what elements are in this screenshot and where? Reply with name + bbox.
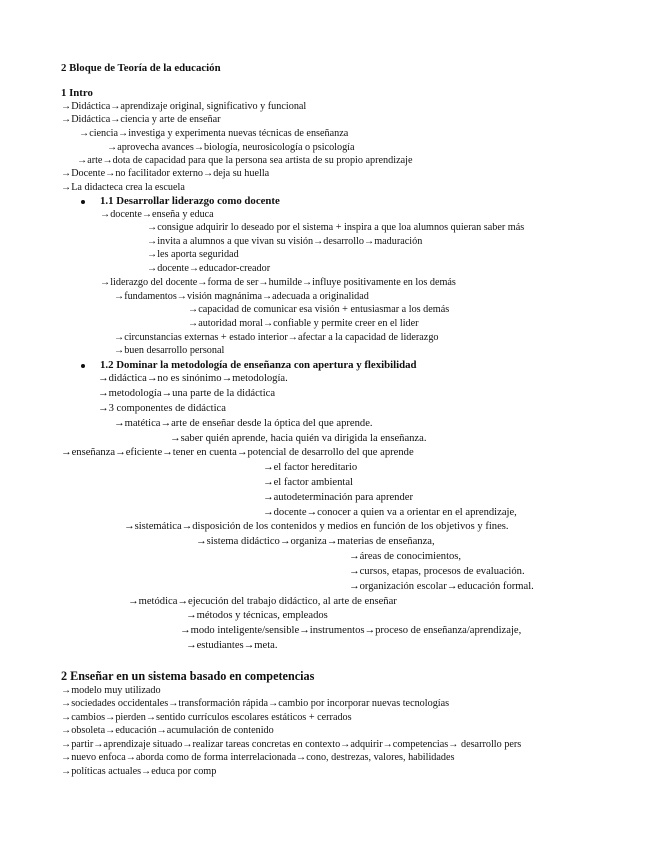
document-title: 2 Bloque de Teoría de la educación bbox=[61, 62, 221, 74]
liderazgo-line: →liderazgo del docente→forma de ser→humilde→influye positivamente en los demás bbox=[100, 277, 456, 288]
metodologia-line: →sistemática→disposición de los contenidos y medios en función de los objetivos y fines. bbox=[124, 521, 509, 532]
section-intro-heading: 1 Intro bbox=[61, 87, 93, 99]
liderazgo-line: →invita a alumnos a que vivan su visión→desarrollo→maduración bbox=[147, 236, 423, 247]
subsection-1-1-heading: 1.1 Desarrollar liderazgo como docente bbox=[100, 195, 280, 207]
subsection-1-2-heading: 1.2 Dominar la metodología de enseñanza con apertura y flexibilidad bbox=[100, 359, 417, 371]
intro-line: →ciencia→investiga y experimenta nuevas técnicas de enseñanza bbox=[79, 128, 349, 139]
competencias-line: →modelo muy utilizado bbox=[61, 685, 161, 696]
metodologia-line: →cursos, etapas, procesos de evaluación. bbox=[349, 566, 525, 577]
competencias-line: →sociedades occidentales→transformación rápida→cambio por incorporar nuevas tecnologías bbox=[61, 698, 450, 709]
liderazgo-line: →capacidad de comunicar esa visión + entusiasmar a los demás bbox=[188, 304, 450, 315]
liderazgo-line: →consigue adquirir lo deseado por el sistema + inspira a que loa alumnos quieran saber más bbox=[147, 222, 525, 233]
metodologia-line: →modo inteligente/sensible→instrumentos→proceso de enseñanza/aprendizaje, bbox=[180, 625, 522, 636]
liderazgo-line: →docente→enseña y educa bbox=[100, 209, 214, 220]
liderazgo-line: →buen desarrollo personal bbox=[114, 345, 225, 356]
metodologia-line: →metódica→ejecución del trabajo didáctico, al arte de enseñar bbox=[128, 596, 397, 607]
liderazgo-line: →les aporta seguridad bbox=[147, 249, 239, 260]
competencias-line: →nuevo enfoca→aborda como de forma interrelacionada→cono, destrezas, valores, habilidades bbox=[61, 752, 455, 763]
metodologia-line: →el factor hereditario bbox=[263, 462, 358, 473]
metodologia-line: →estudiantes→meta. bbox=[186, 640, 278, 651]
bullet-marker bbox=[81, 364, 85, 368]
metodologia-line: →el factor ambiental bbox=[263, 477, 354, 488]
competencias-line: →obsoleta→educación→acumulación de contenido bbox=[61, 725, 274, 736]
intro-line: →arte→dota de capacidad para que la persona sea artista de su propio aprendizaje bbox=[77, 155, 413, 166]
metodologia-line: →3 componentes de didáctica bbox=[98, 403, 226, 414]
metodologia-line: →autodeterminación para aprender bbox=[263, 492, 414, 503]
liderazgo-line: →autoridad moral→confiable y permite creer en el lider bbox=[188, 318, 419, 329]
metodologia-line: →métodos y técnicas, empleados bbox=[186, 610, 328, 621]
liderazgo-line: →fundamentos→visión magnánima→adecuada a originalidad bbox=[114, 291, 369, 302]
liderazgo-line: →circunstancias externas + estado interior→afectar a la capacidad de liderazgo bbox=[114, 332, 439, 343]
metodologia-line: →áreas de conocimientos, bbox=[349, 551, 462, 562]
bullet-marker bbox=[81, 200, 85, 204]
competencias-line: →cambios→pierden→sentido currículos escolares estáticos + cerrados bbox=[61, 712, 352, 723]
competencias-line: →políticas actuales→educa por comp bbox=[61, 766, 217, 777]
section-competencias-heading: 2 Enseñar en un sistema basado en competencias bbox=[61, 669, 315, 683]
metodologia-line: →sistema didáctico→organiza→materias de enseñanza, bbox=[196, 536, 435, 547]
metodologia-line: →matética→arte de enseñar desde la óptica del que aprende. bbox=[114, 418, 373, 429]
intro-line: →Docente→no facilitador externo→deja su huella bbox=[61, 168, 270, 179]
intro-line: →Didáctica→aprendizaje original, significativo y funcional bbox=[61, 101, 307, 112]
metodologia-line: →didáctica→no es sinónimo→metodología. bbox=[98, 373, 288, 384]
metodologia-line: →saber quién aprende, hacia quién va dirigida la enseñanza. bbox=[170, 433, 427, 444]
metodologia-line: →metodología→una parte de la didáctica bbox=[98, 388, 276, 399]
competencias-line: →partir→aprendizaje situado→realizar tareas concretas en contexto→adquirir→competencias→ desarrollo pers bbox=[61, 739, 522, 750]
metodologia-line: →enseñanza→eficiente→tener en cuenta→potencial de desarrollo del que aprende bbox=[61, 447, 414, 458]
intro-line: →aprovecha avances→biología, neurosicología o psicología bbox=[107, 142, 355, 153]
metodologia-line: →docente→conocer a quien va a orientar en el aprendizaje, bbox=[263, 507, 517, 518]
liderazgo-line: →docente→educador-creador bbox=[147, 263, 271, 274]
intro-line: →Didáctica→ciencia y arte de enseñar bbox=[61, 114, 221, 125]
metodologia-line: →organización escolar→educación formal. bbox=[349, 581, 534, 592]
intro-line: →La didacteca crea la escuela bbox=[61, 182, 185, 193]
